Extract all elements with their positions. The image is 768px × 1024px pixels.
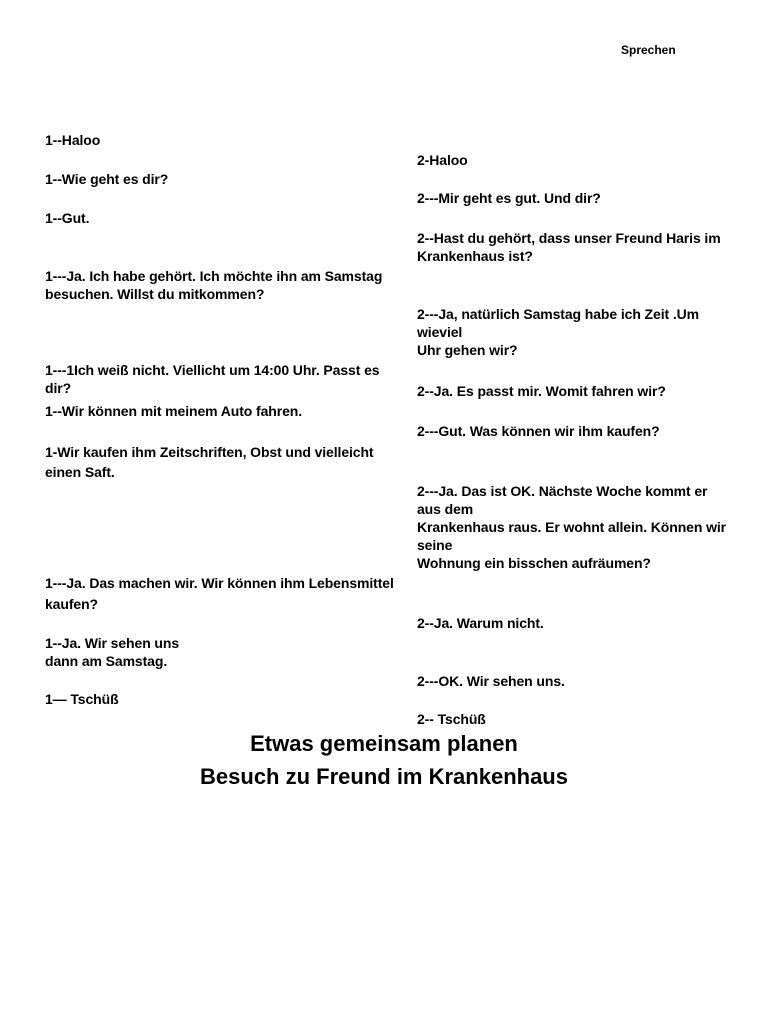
speaker2-line: 2--Hast du gehört, dass unser Freund Haris im Krankenhaus ist?: [417, 230, 721, 264]
speaker2-line: 2---Gut. Was können wir ihm kaufen?: [417, 423, 660, 439]
speaker2-line: 2--Ja. Es passt mir. Womit fahren wir?: [417, 383, 666, 399]
speaker1-line: 1---Ja. Das machen wir. Wir können ihm Lebensmittel kaufen?: [45, 575, 394, 612]
page-title: Etwas gemeinsam planen: [250, 731, 518, 756]
speaker1-line: 1---Ja. Ich habe gehört. Ich möchte ihn am Samstag besuchen. Willst du mitkommen?: [45, 268, 383, 302]
speaker1-line: 1--Gut.: [45, 210, 90, 226]
speaker2-line: 2---Ja, natürlich Samstag habe ich Zeit .Um wieviel Uhr gehen wir?: [417, 306, 699, 358]
speaker1-line: 1--Ja. Wir sehen uns dann am Samstag.: [45, 635, 180, 669]
speaker2-line: 2-Haloo: [417, 152, 468, 168]
speaker2-line: 2-- Tschüß: [417, 711, 486, 727]
speaker1-line: 1---1Ich weiß nicht. Viellicht um 14:00 Uhr. Passt es dir?: [45, 362, 380, 396]
speaker2-line: 2--Ja. Warum nicht.: [417, 615, 544, 631]
page-subtitle: Besuch zu Freund im Krankenhaus: [200, 764, 568, 789]
header-label: Sprechen: [621, 43, 676, 57]
speaker1-line: 1— Tschüß: [45, 691, 119, 707]
speaker2-line: 2---Ja. Das ist OK. Nächste Woche kommt er aus dem Krankenhaus raus. Er wohnt allein. Können wir seine Wohnung ein bisschen aufräumen?: [417, 483, 727, 571]
speaker1-line: 1--Wir können mit meinem Auto fahren.: [45, 403, 303, 419]
speaker2-line: 2---OK. Wir sehen uns.: [417, 673, 565, 689]
speaker1-line: 1--Haloo: [45, 132, 101, 148]
speaker1-line: 1-Wir kaufen ihm Zeitschriften, Obst und vielleicht einen Saft.: [45, 444, 374, 480]
speaker1-line: 1--Wie geht es dir?: [45, 171, 169, 187]
speaker2-line: 2---Mir geht es gut. Und dir?: [417, 190, 601, 206]
